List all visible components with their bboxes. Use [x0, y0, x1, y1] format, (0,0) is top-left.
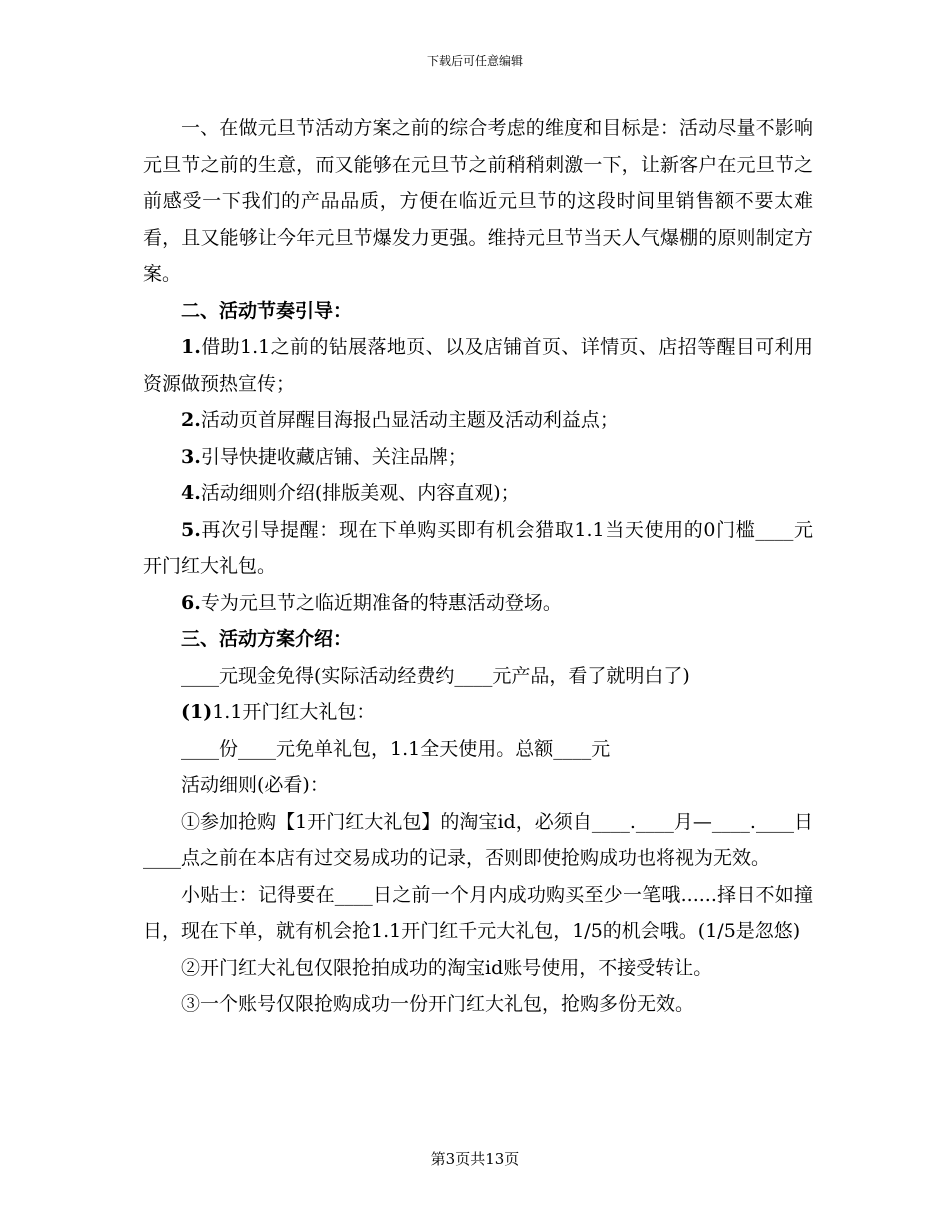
list-number: 6.	[181, 591, 201, 614]
list-text: 再次引导提醒：现在下单购买即有机会猎取1.1当天使用的0门槛____元开门红大礼包。	[143, 518, 813, 577]
list-number: 4.	[181, 482, 201, 504]
section-heading-3: 三、活动方案介绍：	[181, 628, 353, 650]
list-text: 活动细则介绍(排版美观、内容直观)；	[200, 482, 520, 504]
list-item-6	[143, 585, 813, 622]
list-text: 引导快捷收藏店铺、关注品牌；	[200, 445, 467, 468]
page-footer: 第3页共13页	[430, 1150, 520, 1168]
rule-3: ③一个账号仅限抢购成功一份开门红大礼包，抢购多份无效。	[181, 993, 695, 1015]
list-text: 专为元旦节之临近期准备的特惠活动登场。	[200, 591, 562, 614]
paragraph-gift-pack: ____份____元免单礼包，1.1全天使用。总额____元	[181, 737, 611, 760]
list-number: 5.	[181, 518, 201, 541]
list-item-5	[143, 512, 813, 585]
list-item-1	[143, 329, 813, 402]
paragraph-rules-title: 活动细则(必看)：	[181, 774, 329, 796]
rule-2: ②开门红大礼包仅限抢拍成功的淘宝id账号使用，不接受转让。	[181, 956, 713, 979]
list-number: 2.	[181, 409, 201, 431]
paragraph-cash: ____元现金免得(实际活动经费约____元产品，看了就明白了)	[181, 664, 690, 687]
list-item-4	[143, 475, 813, 512]
list-text: 活动页首屏醒目海报凸显活动主题及活动利益点；	[200, 409, 619, 431]
sub-item-1	[143, 694, 813, 731]
paragraph-tip: 小贴士：记得要在____日之前一个月内成功购买至少一笔哦......择日不如撞日，现在下单，就有机会抢1.1开门红千元大礼包，1/5的机会哦。(1/5是忽悠)	[143, 883, 813, 942]
list-text: 1.1开门红大礼包：	[212, 701, 376, 723]
list-number: (1)	[181, 701, 213, 723]
section-heading-2: 二、活动节奏引导：	[181, 299, 353, 322]
list-item-3	[143, 439, 813, 476]
paragraph-intro: 一、在做元旦节活动方案之前的综合考虑的维度和目标是：活动尽量不影响元旦节之前的生意，而又能够在元旦节之前稍稍刺激一下，让新客户在元旦节之前感受一下我们的产品品质，方便在临近元旦节的这段时间里销售额不要太难看，且又能够让今年元旦节爆发力更强。维持元旦节当天人气爆棚的原则制定方案。	[143, 117, 813, 285]
list-text: 借助1.1之前的钻展落地页、以及店铺首页、详情页、店招等醒目可利用资源做预热宣传；	[143, 336, 813, 395]
list-number: 1.	[181, 336, 201, 358]
rule-1: ①参加抢购【1开门红大礼包】的淘宝id，必须自____.____月—____.____日____点之前在本店有过交易成功的记录，否则即使抢购成功也将视为无效。	[143, 810, 813, 869]
page-header: 下载后可任意编辑	[426, 54, 523, 68]
list-number: 3.	[181, 445, 201, 468]
list-item-2	[143, 402, 813, 439]
document-body	[143, 110, 813, 1023]
